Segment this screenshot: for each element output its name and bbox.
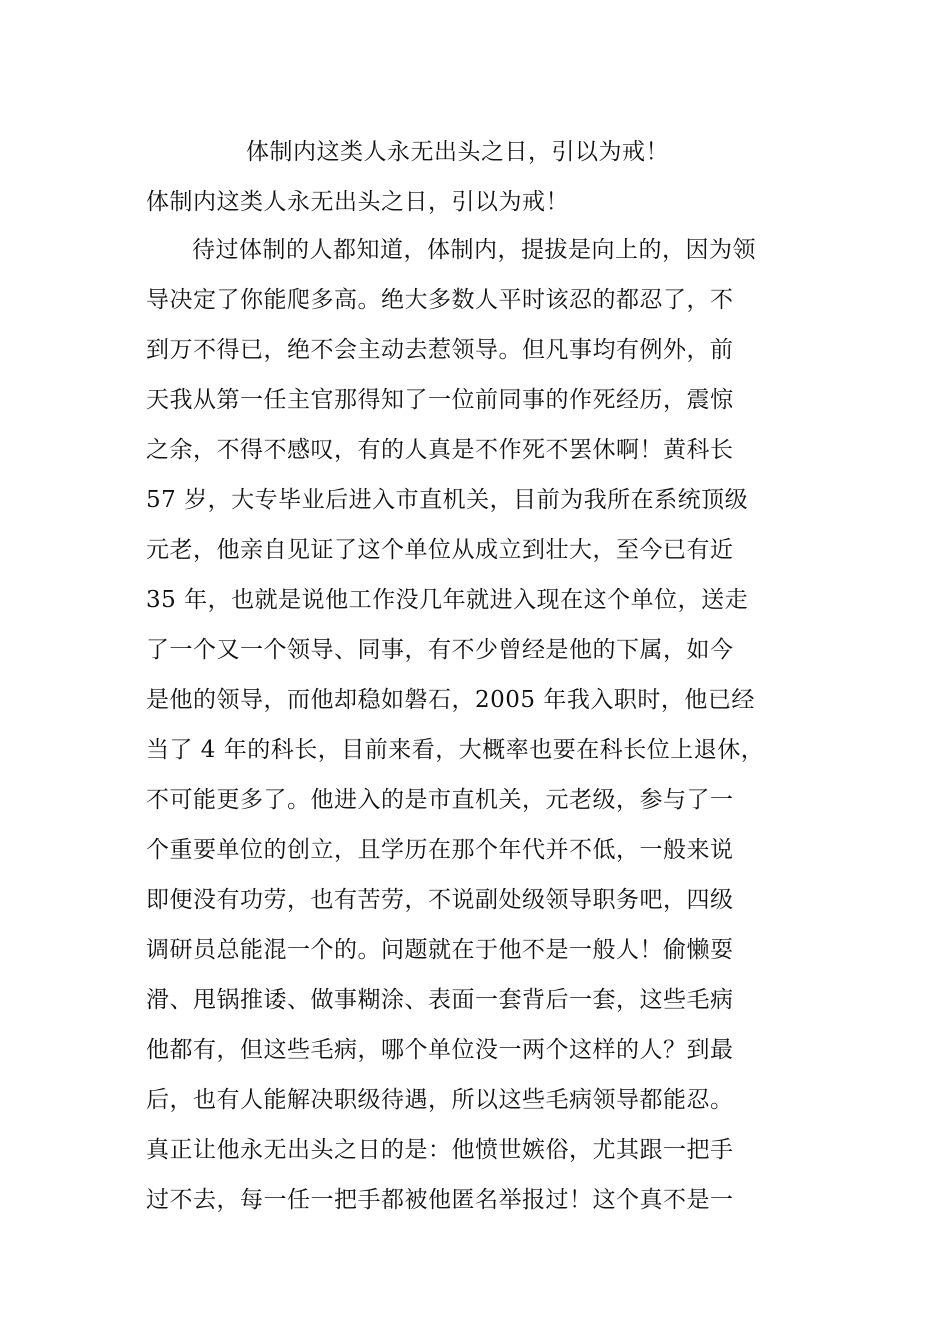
paragraph-line: 后，也有人能解决职级待遇，所以这些毛病领导都能忍。	[146, 1087, 734, 1113]
paragraph-line: 不可能更多了。他进入的是市直机关，元老级，参与了一	[146, 787, 734, 813]
paragraph-line: 当了 4 年的科长，目前来看，大概率也要在科长位上退休，	[146, 737, 765, 763]
paragraph-line: 35 年，也就是说他工作没几年就进入现在这个单位，送走	[146, 587, 749, 613]
document-subtitle: 体制内这类人永无出头之日，引以为戒！	[146, 189, 569, 215]
paragraph-line: 调研员总能混一个的。问题就在于他不是一般人！偷懒耍	[146, 937, 734, 963]
paragraph-line: 之余，不得不感叹，有的人真是不作死不罢休啊！黄科长	[146, 437, 734, 463]
paragraph-line: 到万不得已，绝不会主动去惹领导。但凡事均有例外，前	[146, 337, 734, 363]
paragraph-line: 他都有，但这些毛病，哪个单位没一两个这样的人？到最	[146, 1037, 734, 1063]
paragraph-line: 天我从第一任主官那得知了一位前同事的作死经历，震惊	[146, 387, 734, 413]
paragraph-line: 个重要单位的创立，且学历在那个年代并不低，一般来说	[146, 837, 734, 863]
paragraph-line: 导决定了你能爬多高。绝大多数人平时该忍的都忍了，不	[146, 287, 734, 313]
paragraph-line: 过不去，每一任一把手都被他匿名举报过！这个真不是一	[146, 1187, 734, 1213]
paragraph-line: 了一个又一个领导、同事，有不少曾经是他的下属，如今	[146, 637, 734, 663]
paragraph-line: 即便没有功劳，也有苦劳，不说副处级领导职务吧，四级	[146, 887, 734, 913]
paragraph-line: 待过体制的人都知道，体制内，提拔是向上的，因为领	[192, 237, 756, 263]
paragraph-line: 真正让他永无出头之日的是：他愤世嫉俗，尤其跟一把手	[146, 1137, 734, 1163]
body-paragraph	[146, 233, 826, 1233]
paragraph-line: 是他的领导，而他却稳如磐石，2005 年我入职时，他已经	[146, 687, 755, 713]
paragraph-line: 元老，他亲自见证了这个单位从成立到壮大，至今已有近	[146, 537, 734, 563]
paragraph-line: 滑、甩锅推诿、做事糊涂、表面一套背后一套，这些毛病	[146, 987, 734, 1013]
paragraph-line: 57 岁，大专毕业后进入市直机关，目前为我所在系统顶级	[146, 487, 749, 513]
document-title: 体制内这类人永无出头之日，引以为戒！	[246, 139, 669, 165]
